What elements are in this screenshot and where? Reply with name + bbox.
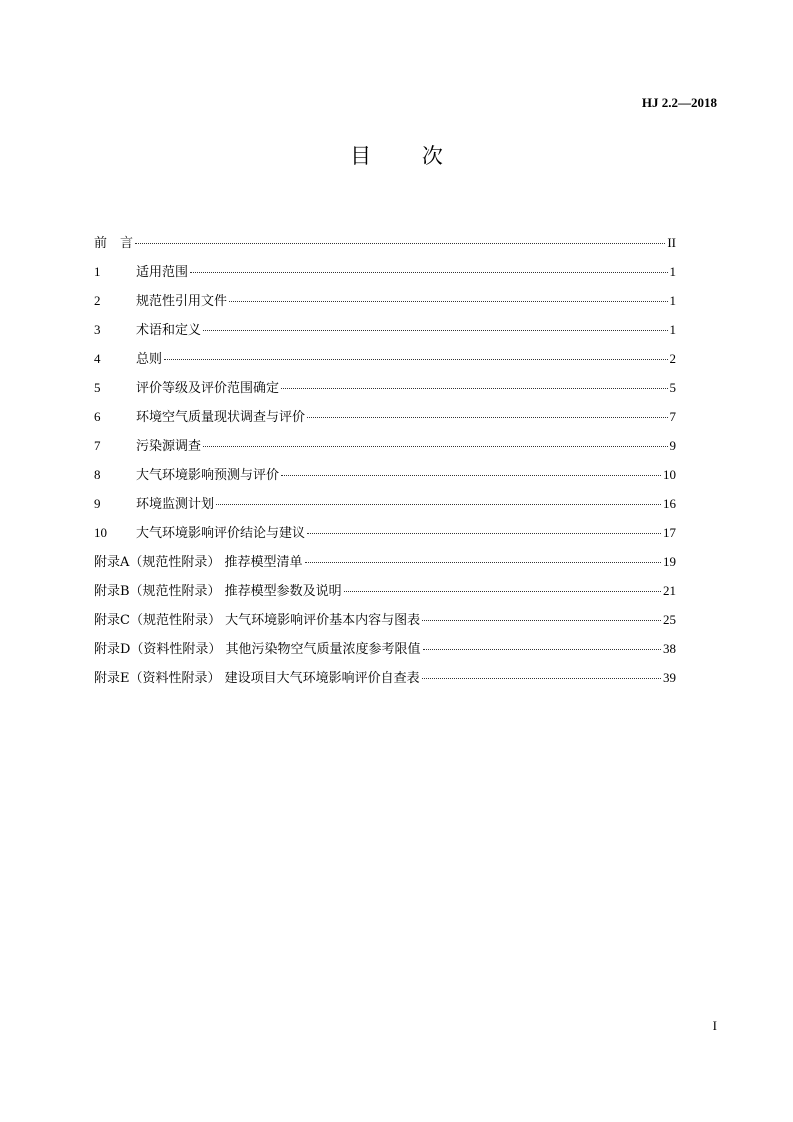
toc-entry[interactable] — [94, 518, 676, 547]
toc-entry-label: 附录A（规范性附录） 推荐模型清单 — [94, 555, 303, 570]
toc-entry-number: 1 — [94, 264, 101, 279]
toc-dot-leader — [281, 474, 661, 476]
toc-entry-page: 1 — [669, 322, 676, 337]
toc-entry[interactable] — [94, 315, 676, 344]
toc-entry-label: 附录B（规范性附录） 推荐模型参数及说明 — [94, 584, 342, 599]
toc-entry-label: 前 言 — [94, 236, 134, 251]
toc-entry-label: 大气环境影响预测与评价 — [136, 468, 280, 483]
toc-entry-label: 环境空气质量现状调查与评价 — [136, 410, 306, 425]
toc-entry-page: 1 — [669, 293, 676, 308]
toc-entry-page: 1 — [669, 264, 676, 279]
toc-dot-leader — [229, 300, 667, 302]
toc-entry-page: 39 — [663, 670, 676, 685]
toc-entry-page: 16 — [663, 496, 676, 511]
toc-entry-page: 2 — [669, 351, 676, 366]
toc-entry-number: 3 — [94, 322, 101, 337]
toc-dot-leader — [305, 561, 661, 563]
toc-entry[interactable] — [94, 547, 676, 576]
toc-entry[interactable] — [94, 431, 676, 460]
toc-entry-page: 7 — [669, 409, 676, 424]
page-title: 目 次 — [350, 144, 465, 168]
toc-dot-leader — [423, 648, 661, 650]
toc-entry-label: 附录D（资料性附录） 其他污染物空气质量浓度参考限值 — [94, 642, 421, 657]
toc-entry[interactable] — [94, 576, 676, 605]
toc-entry-label: 污染源调查 — [136, 439, 202, 454]
toc-entry-label: 附录E（资料性附录） 建设项目大气环境影响评价自查表 — [94, 671, 420, 686]
toc-entry[interactable] — [94, 286, 676, 315]
standard-code: HJ 2.2—2018 — [641, 95, 717, 110]
toc-entry-number: 2 — [94, 293, 101, 308]
toc-entry-page: 5 — [669, 380, 676, 395]
toc-entry-number: 10 — [94, 525, 107, 540]
toc-entry-page: II — [667, 235, 676, 250]
toc-entry-number: 8 — [94, 467, 101, 482]
toc-entry-label: 总则 — [136, 352, 163, 367]
toc-dot-leader — [422, 677, 661, 679]
toc-entry-page: 10 — [663, 467, 676, 482]
toc-entry-page: 9 — [669, 438, 676, 453]
toc-entry-label: 附录C（规范性附录） 大气环境影响评价基本内容与图表 — [94, 613, 421, 628]
toc-entry-number: 7 — [94, 438, 101, 453]
toc-entry[interactable] — [94, 605, 676, 634]
toc-entry[interactable] — [94, 663, 676, 692]
toc-dot-leader — [216, 503, 661, 505]
toc-entry[interactable] — [94, 344, 676, 373]
toc-entry-number: 9 — [94, 496, 101, 511]
toc-entry-page: 17 — [663, 525, 676, 540]
toc-dot-leader — [135, 242, 665, 244]
toc-entry[interactable] — [94, 460, 676, 489]
toc-entry-number: 6 — [94, 409, 101, 424]
toc-entry-label: 大气环境影响评价结论与建议 — [136, 526, 306, 541]
toc-entry[interactable] — [94, 228, 676, 257]
toc-dot-leader — [281, 387, 667, 389]
toc-dot-leader — [307, 532, 661, 534]
toc-entry-page: 25 — [663, 612, 676, 627]
toc-entry[interactable] — [94, 373, 676, 402]
toc-dot-leader — [344, 590, 661, 592]
toc-entry[interactable] — [94, 257, 676, 286]
toc-entry-label: 适用范围 — [136, 265, 189, 280]
toc-entry-label: 术语和定义 — [136, 323, 202, 338]
toc-entry-label: 规范性引用文件 — [136, 294, 228, 309]
toc-entry-label: 环境监测计划 — [136, 497, 215, 512]
toc-dot-leader — [190, 271, 667, 273]
toc-entry[interactable] — [94, 489, 676, 518]
toc-dot-leader — [307, 416, 667, 418]
toc-entry[interactable] — [94, 634, 676, 663]
toc-entry-number: 4 — [94, 351, 101, 366]
toc-dot-leader — [203, 329, 667, 331]
page-number: I — [712, 1018, 717, 1033]
toc-entry-label: 评价等级及评价范围确定 — [136, 381, 280, 396]
toc-dot-leader — [164, 358, 667, 360]
toc-entry-page: 21 — [663, 583, 676, 598]
toc-entry[interactable] — [94, 402, 676, 431]
table-of-contents — [94, 228, 676, 692]
toc-dot-leader — [203, 445, 667, 447]
toc-entry-number: 5 — [94, 380, 101, 395]
toc-dot-leader — [422, 619, 661, 621]
toc-entry-page: 19 — [663, 554, 676, 569]
toc-entry-page: 38 — [663, 641, 676, 656]
